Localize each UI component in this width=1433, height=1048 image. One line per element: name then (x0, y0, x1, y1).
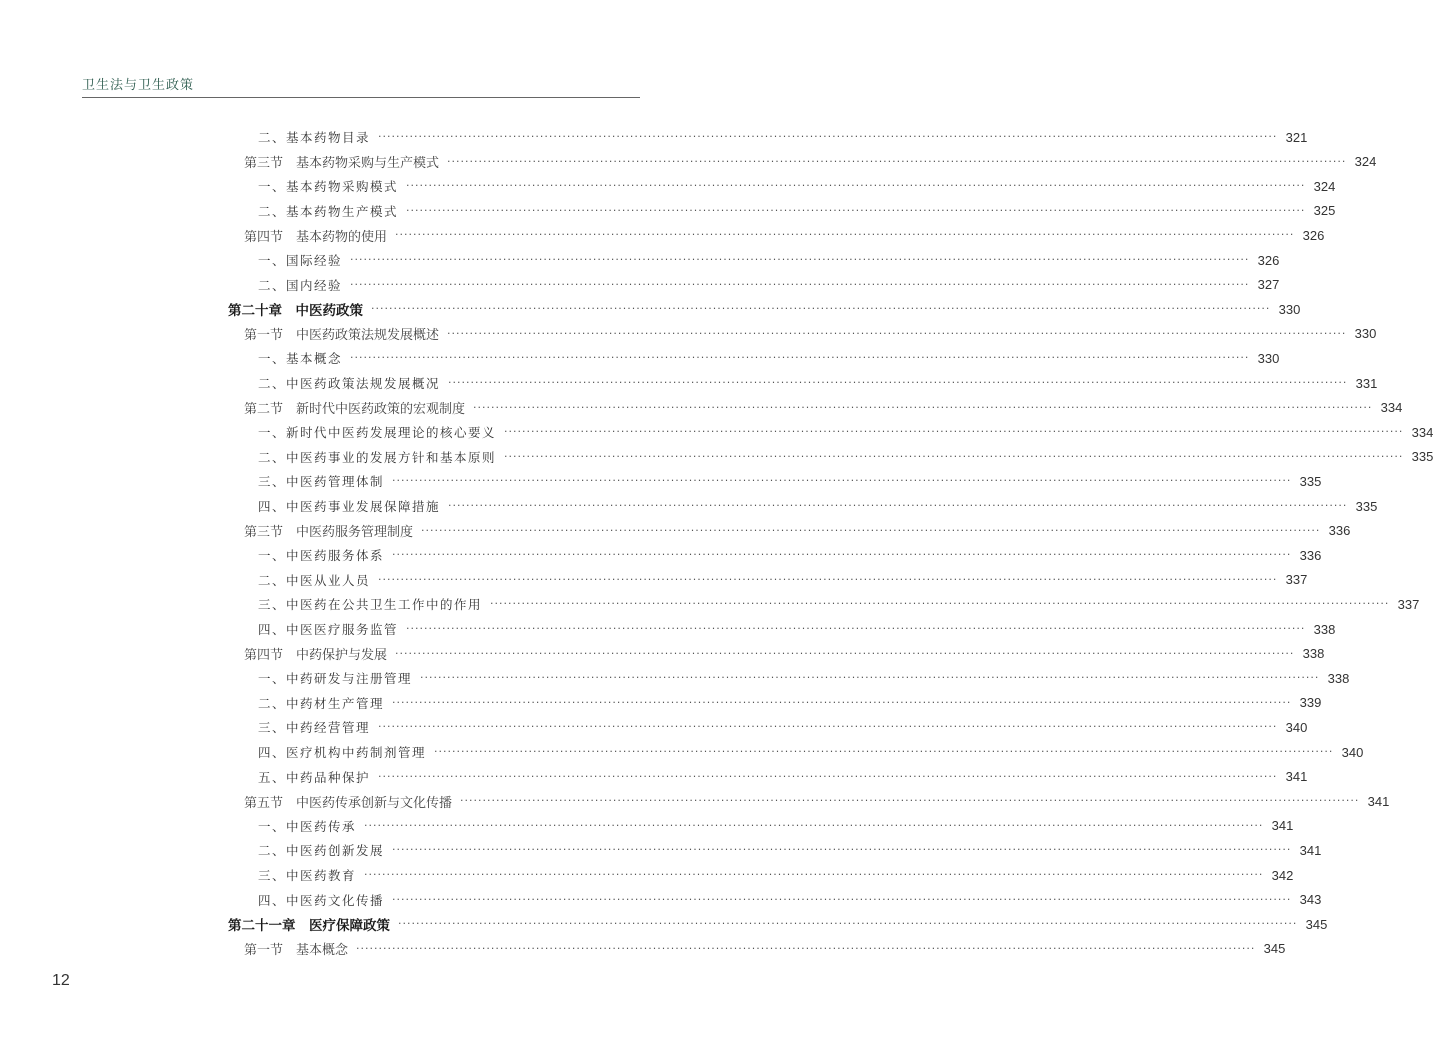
dot-leader: ········································································································································································································ (392, 843, 1292, 857)
toc-entry-item[interactable] (258, 568, 1308, 592)
dot-leader: ········································································································································································································ (398, 917, 1298, 931)
dot-leader: ········································································································································································································ (447, 154, 1347, 168)
toc-entry-section[interactable] (244, 789, 1390, 813)
toc-entry-page-number: 340 (1341, 744, 1364, 760)
toc-entry-page-number: 321 (1285, 129, 1308, 145)
toc-entry-page-number: 340 (1285, 719, 1308, 735)
toc-entry-page-number: 330 (1278, 301, 1301, 317)
dot-leader: ········································································································································································································ (364, 818, 1264, 832)
toc-entry-label: 第一节 中医药政策法规发展概述 (244, 328, 440, 344)
toc-entry-label: 三、中药经营管理 (258, 720, 371, 736)
dot-leader: ········································································································································································································ (434, 745, 1334, 758)
toc-entry-label: 第一节 基本概念 (244, 943, 349, 959)
toc-entry-chapter[interactable] (228, 912, 1328, 936)
toc-entry-label: 一、中医药服务体系 (258, 548, 385, 564)
toc-entry-label: 第五节 中医药传承创新与文化传播 (244, 795, 453, 811)
toc-entry-item[interactable] (258, 617, 1336, 641)
toc-entry-page-number: 335 (1411, 449, 1433, 465)
dot-leader: ········································································································································································································ (378, 572, 1278, 586)
toc-entry-label: 第二十章 中医药政策 (228, 303, 363, 320)
toc-entry-page-number: 336 (1328, 523, 1351, 539)
toc-entry-label: 第四节 中药保护与发展 (244, 648, 388, 664)
toc-entry-label: 第二节 新时代中医药政策的宏观制度 (244, 402, 466, 418)
toc-entry-item[interactable] (258, 740, 1364, 764)
dot-leader: ········································································································································································································ (392, 892, 1292, 906)
dot-leader: ········································································································································································································ (392, 548, 1292, 562)
toc-entry-page-number: 338 (1302, 646, 1325, 662)
toc-entry-page-number: 326 (1257, 252, 1280, 268)
toc-entry-label: 二、国内经验 (258, 277, 343, 293)
dot-leader: ········································································································································································································ (350, 253, 1250, 266)
toc-entry-item[interactable] (258, 371, 1378, 395)
toc-entry-item[interactable] (258, 666, 1350, 690)
toc-entry-label: 二、中医药政策法规发展概况 (258, 376, 441, 391)
toc-entry-label: 四、中医医疗服务监管 (258, 622, 399, 637)
toc-entry-label: 二、中医从业人员 (258, 572, 371, 588)
toc-entry-page-number: 341 (1271, 818, 1294, 834)
toc-entry-page-number: 338 (1327, 670, 1350, 686)
dot-leader: ········································································································································································································ (364, 868, 1264, 881)
toc-entry-item[interactable] (258, 346, 1280, 370)
toc-entry-page-number: 345 (1263, 941, 1286, 957)
dot-leader: ········································································································································································································ (378, 720, 1278, 734)
dot-leader: ········································································································································································································ (350, 351, 1250, 365)
toc-entry-item[interactable] (258, 814, 1294, 838)
dot-leader: ········································································································································································································ (371, 302, 1271, 316)
toc-entry-section[interactable] (244, 519, 1351, 543)
toc-entry-page-number: 326 (1302, 227, 1325, 243)
dot-leader: ········································································································································································································ (504, 449, 1404, 463)
toc-entry-label: 一、中医药传承 (258, 818, 357, 834)
dot-leader: ········································································································································································································ (421, 523, 1321, 537)
dot-leader: ········································································································································································································ (395, 228, 1295, 242)
toc-entry-label: 四、中医药事业发展保障措施 (258, 499, 441, 514)
toc-entry-item[interactable] (258, 420, 1433, 444)
dot-leader: ········································································································································································································ (392, 695, 1292, 709)
toc-entry-item[interactable] (258, 863, 1294, 887)
dot-leader: ········································································································································································································ (490, 597, 1390, 611)
toc-entry-page-number: 337 (1285, 572, 1308, 588)
toc-entry-label: 三、中医药教育 (258, 868, 357, 883)
dot-leader: ········································································································································································································ (420, 671, 1320, 685)
toc-entry-page-number: 341 (1285, 769, 1308, 785)
toc-entry-page-number: 331 (1355, 375, 1378, 391)
toc-entry-page-number: 336 (1299, 547, 1322, 563)
toc-entry-page-number: 335 (1355, 498, 1378, 514)
toc-entry-page-number: 327 (1257, 277, 1280, 293)
toc-entry-item[interactable] (258, 174, 1336, 198)
toc-entry-label: 一、基本概念 (258, 351, 343, 367)
toc-entry-section[interactable] (244, 396, 1403, 420)
toc-entry-label: 第二十一章 医疗保障政策 (228, 918, 390, 935)
dot-leader: ········································································································································································································ (356, 941, 1256, 955)
dot-leader: ········································································································································································································ (460, 794, 1360, 808)
toc-entry-label: 二、基本药物生产模式 (258, 203, 399, 219)
toc-entry-item[interactable] (258, 888, 1322, 912)
toc-entry-item[interactable] (258, 765, 1308, 789)
toc-entry-label: 五、中药品种保护 (258, 769, 371, 785)
dot-leader: ········································································································································································································ (378, 769, 1278, 783)
dot-leader: ········································································································································································································ (448, 499, 1348, 512)
toc-entry-label: 第三节 基本药物采购与生产模式 (244, 156, 440, 172)
toc-entry-page-number: 338 (1313, 621, 1336, 637)
page-number: 12 (52, 972, 70, 989)
toc-entry-label: 第三节 中医药服务管理制度 (244, 525, 414, 541)
toc-entry-page-number: 325 (1313, 203, 1336, 219)
toc-entry-page-number: 345 (1305, 916, 1328, 932)
toc-entry-section[interactable] (244, 642, 1325, 666)
toc-entry-page-number: 335 (1299, 473, 1322, 489)
toc-entry-label: 二、基本药物目录 (258, 130, 371, 145)
toc-entry-page-number: 341 (1367, 793, 1390, 809)
dot-leader: ········································································································································································································ (448, 376, 1348, 389)
toc-entry-page-number: 341 (1299, 842, 1322, 858)
toc-entry-item[interactable] (258, 248, 1280, 272)
dot-leader: ········································································································································································································ (378, 130, 1278, 143)
toc-entry-item[interactable] (258, 273, 1280, 297)
toc-entry-label: 三、中医药管理体制 (258, 474, 385, 490)
dot-leader: ········································································································································································································ (447, 326, 1347, 340)
toc-entry-page-number: 342 (1271, 867, 1294, 883)
dot-leader: ········································································································································································································ (395, 646, 1295, 660)
toc-entry-page-number: 330 (1257, 350, 1280, 366)
toc-entry-page-number: 339 (1299, 695, 1322, 711)
toc-entry-item[interactable] (258, 592, 1420, 616)
toc-entry-item[interactable] (258, 691, 1322, 715)
toc-entry-label: 三、中医药在公共卫生工作中的作用 (258, 597, 483, 613)
toc-entry-page-number: 330 (1354, 326, 1377, 342)
dot-leader: ········································································································································································································ (406, 179, 1306, 193)
toc-entry-label: 一、国际经验 (258, 253, 343, 268)
toc-entry-item[interactable] (258, 199, 1336, 223)
toc-entry-label: 一、中药研发与注册管理 (258, 671, 413, 687)
toc-entry-page-number: 334 (1411, 424, 1433, 440)
toc-entry-section[interactable] (244, 150, 1377, 174)
toc-entry-item[interactable] (258, 494, 1378, 518)
toc-entry-label: 二、中医药事业的发展方针和基本原则 (258, 449, 497, 465)
toc-entry-page-number: 324 (1313, 178, 1336, 194)
toc-entry-item[interactable] (258, 543, 1322, 567)
toc-entry-item[interactable] (258, 445, 1433, 469)
dot-leader: ········································································································································································································ (392, 474, 1292, 488)
toc-entry-label: 一、基本药物采购模式 (258, 179, 399, 195)
toc-entry-item[interactable] (258, 838, 1322, 862)
toc-entry-section[interactable] (244, 322, 1377, 346)
toc-entry-item[interactable] (258, 469, 1322, 493)
toc-entry-label: 二、中医药创新发展 (258, 843, 385, 859)
toc-entry-page-number: 337 (1397, 596, 1420, 612)
toc-entry-label: 四、医疗机构中药制剂管理 (258, 745, 427, 760)
toc-entry-label: 四、中医药文化传播 (258, 892, 385, 908)
toc-entry-page-number: 343 (1299, 892, 1322, 908)
toc-entry-label: 一、新时代中医药发展理论的核心要义 (258, 425, 497, 441)
dot-leader: ········································································································································································································ (406, 203, 1306, 217)
toc-entry-page-number: 334 (1380, 400, 1403, 416)
toc-entry-section[interactable] (244, 937, 1286, 961)
running-header-title: 卫生法与卫生政策 (82, 78, 195, 93)
toc-entry-label: 二、中药材生产管理 (258, 695, 385, 711)
toc-entry-item[interactable] (258, 125, 1308, 149)
dot-leader: ········································································································································································································ (504, 425, 1404, 439)
header-rule (82, 97, 640, 98)
toc-entry-section[interactable] (244, 223, 1325, 247)
toc-entry-label: 第四节 基本药物的使用 (244, 229, 388, 245)
toc-entry-item[interactable] (258, 715, 1308, 739)
dot-leader: ········································································································································································································ (350, 277, 1250, 291)
toc-entry-chapter[interactable] (228, 297, 1301, 321)
toc-entry-page-number: 324 (1354, 154, 1377, 170)
dot-leader: ········································································································································································································ (406, 622, 1306, 635)
dot-leader: ········································································································································································································ (473, 400, 1373, 414)
